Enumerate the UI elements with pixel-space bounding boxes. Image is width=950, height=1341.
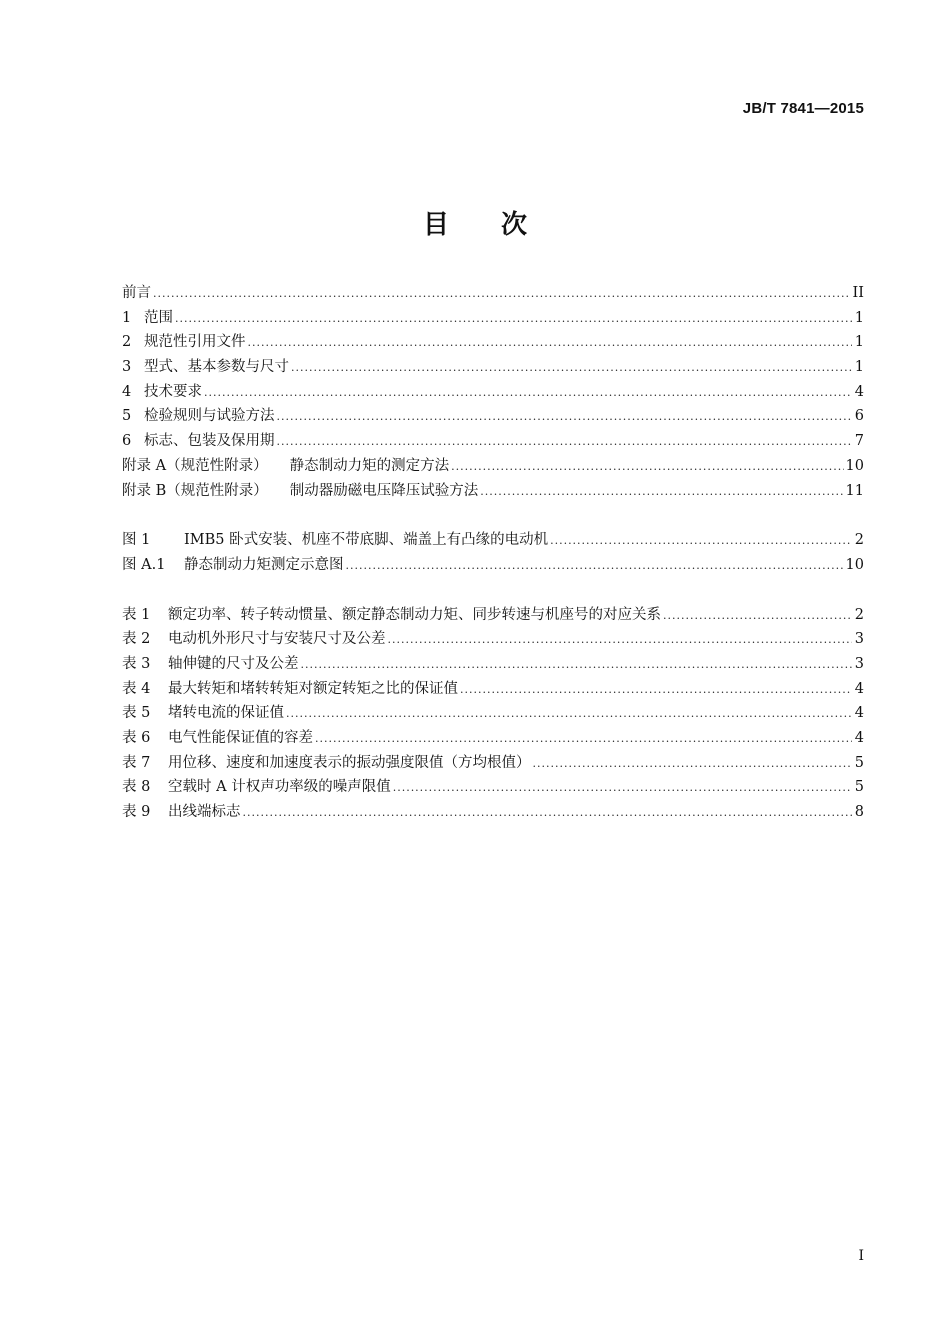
toc-entry-page: 5 xyxy=(854,779,864,796)
toc-entry-title: 技术要求 xyxy=(144,383,202,400)
toc-entry-number: 表 3 xyxy=(122,655,151,672)
toc-entry-appendix[interactable] xyxy=(122,454,864,479)
dot-leader xyxy=(301,653,853,678)
standard-code: JB/T 7841—2015 xyxy=(742,100,864,117)
toc-entry-appendix[interactable] xyxy=(122,479,864,504)
toc-entry-page: 10 xyxy=(845,457,864,474)
dot-leader xyxy=(315,727,852,752)
toc-entry-number: 图 A.1 xyxy=(122,556,166,573)
toc-entry-page: 4 xyxy=(854,705,864,722)
toc-entry-number: 2 xyxy=(122,334,132,351)
toc-entry-page: II xyxy=(852,285,864,301)
dot-leader xyxy=(175,307,852,332)
dot-leader xyxy=(388,628,853,653)
toc-entry-page: 3 xyxy=(854,655,864,672)
dot-leader xyxy=(460,678,852,703)
toc-entry-title: 电动机外形尺寸与安装尺寸及公差 xyxy=(168,631,386,648)
toc-entry-table[interactable] xyxy=(122,677,864,702)
toc-entry-page: 10 xyxy=(845,556,864,573)
toc-entry-title: 规范性引用文件 xyxy=(144,334,246,351)
toc-entry-table[interactable] xyxy=(122,775,864,800)
toc-entry-number: 表 2 xyxy=(122,631,151,648)
toc-entry-title: 额定功率、转子转动惯量、额定静态制动力矩、同步转速与机座号的对应关系 xyxy=(168,606,661,623)
toc-entry-number: 表 6 xyxy=(122,730,151,746)
toc-entry-title: 静态制动力矩的测定方法 xyxy=(289,457,450,474)
toc-entry-page: 4 xyxy=(854,383,864,400)
toc-figures xyxy=(122,528,864,577)
dot-leader xyxy=(277,430,853,455)
toc-entry-number: 1 xyxy=(122,309,132,326)
toc-entry-title: 检验规则与试验方法 xyxy=(144,408,275,425)
toc-entry-page: 6 xyxy=(854,408,864,425)
toc-entry-title: 用位移、速度和加速度表示的振动强度限值（方均根值） xyxy=(168,754,531,771)
page-folio: I xyxy=(858,1248,864,1264)
dot-leader xyxy=(291,356,852,381)
toc-entry-title: 标志、包装及保用期 xyxy=(144,433,275,450)
toc-entry-title: 型式、基本参数与尺寸 xyxy=(144,359,289,376)
toc-entry-number: 6 xyxy=(122,433,132,450)
toc-entry-section[interactable] xyxy=(122,330,864,355)
dot-leader xyxy=(451,455,843,480)
toc-entry-page: 1 xyxy=(854,334,864,351)
dot-leader xyxy=(286,702,852,727)
toc-entry-title: 空载时 A 计权声功率级的噪声限值 xyxy=(168,779,391,796)
dot-leader xyxy=(153,282,851,307)
toc-entry-page: 2 xyxy=(854,606,864,623)
toc-entry-number: 5 xyxy=(122,408,132,425)
toc-entry-section[interactable] xyxy=(122,380,864,405)
dot-leader xyxy=(480,480,843,505)
page-title: 目 次 xyxy=(422,210,527,240)
toc-entry-title: 前言 xyxy=(122,285,151,301)
dot-leader xyxy=(393,776,852,801)
toc-entry-page: 1 xyxy=(854,309,864,326)
toc-entry-page: 5 xyxy=(854,754,864,771)
toc-entry-number: 附录 B（规范性附录） xyxy=(122,482,268,499)
toc-entry-number: 图 1 xyxy=(122,532,151,549)
toc-entry-section[interactable] xyxy=(122,404,864,429)
toc-entry-number: 附录 A（规范性附录） xyxy=(122,457,268,474)
toc-entry-page: 4 xyxy=(854,680,864,697)
dot-leader xyxy=(243,801,853,826)
toc-entry-page: 11 xyxy=(845,482,864,499)
toc-entry-page: 2 xyxy=(854,532,864,549)
toc-entry-figure[interactable] xyxy=(122,553,864,578)
dot-leader xyxy=(277,405,853,430)
toc-tables xyxy=(122,603,864,825)
toc-entry-title: 最大转矩和堵转转矩对额定转矩之比的保证值 xyxy=(168,680,458,697)
toc-entry-title: 堵转电流的保证值 xyxy=(168,705,284,722)
toc-entry-number: 表 9 xyxy=(122,804,151,821)
toc-sections xyxy=(122,281,864,503)
toc-entry-number: 3 xyxy=(122,359,132,376)
dot-leader xyxy=(346,554,844,579)
dot-leader xyxy=(204,381,852,406)
toc-entry-title: 制动器励磁电压降压试验方法 xyxy=(289,482,479,499)
dot-leader xyxy=(550,529,852,554)
toc-entry-page: 8 xyxy=(854,804,864,821)
toc-entry-section[interactable] xyxy=(122,306,864,331)
toc-entry-title: 轴伸键的尺寸及公差 xyxy=(168,655,299,672)
toc-entry-number: 表 8 xyxy=(122,779,151,796)
table-of-contents xyxy=(122,281,864,825)
toc-entry-page: 1 xyxy=(854,359,864,376)
toc-entry-section[interactable] xyxy=(122,429,864,454)
toc-entry-table[interactable] xyxy=(122,726,864,751)
toc-entry-figure[interactable] xyxy=(122,528,864,553)
toc-entry-page: 3 xyxy=(854,631,864,648)
toc-entry-table[interactable] xyxy=(122,652,864,677)
toc-entry-number: 4 xyxy=(122,383,132,400)
toc-entry-title: 范围 xyxy=(144,309,173,326)
toc-entry-table[interactable] xyxy=(122,603,864,628)
toc-entry-table[interactable] xyxy=(122,701,864,726)
toc-entry-title: 静态制动力矩测定示意图 xyxy=(184,556,344,573)
dot-leader xyxy=(248,331,853,356)
dot-leader xyxy=(533,752,853,777)
toc-entry-title: IMB5 卧式安装、机座不带底脚、端盖上有凸缘的电动机 xyxy=(184,532,549,549)
toc-entry-page: 7 xyxy=(854,433,864,450)
toc-entry-number: 表 5 xyxy=(122,705,151,722)
toc-entry-number: 表 4 xyxy=(122,680,151,697)
toc-entry-table[interactable] xyxy=(122,627,864,652)
toc-entry-number: 表 1 xyxy=(122,606,151,623)
toc-entry-table[interactable] xyxy=(122,800,864,825)
toc-entry-title: 电气性能保证值的容差 xyxy=(168,730,313,746)
toc-entry-title: 出线端标志 xyxy=(168,804,241,821)
toc-entry-page: 4 xyxy=(854,730,864,746)
toc-entry-number: 表 7 xyxy=(122,754,151,771)
toc-entry-section[interactable] xyxy=(122,355,864,380)
toc-entry-foreword[interactable] xyxy=(122,281,864,306)
dot-leader xyxy=(663,604,852,629)
toc-entry-table[interactable] xyxy=(122,751,864,776)
